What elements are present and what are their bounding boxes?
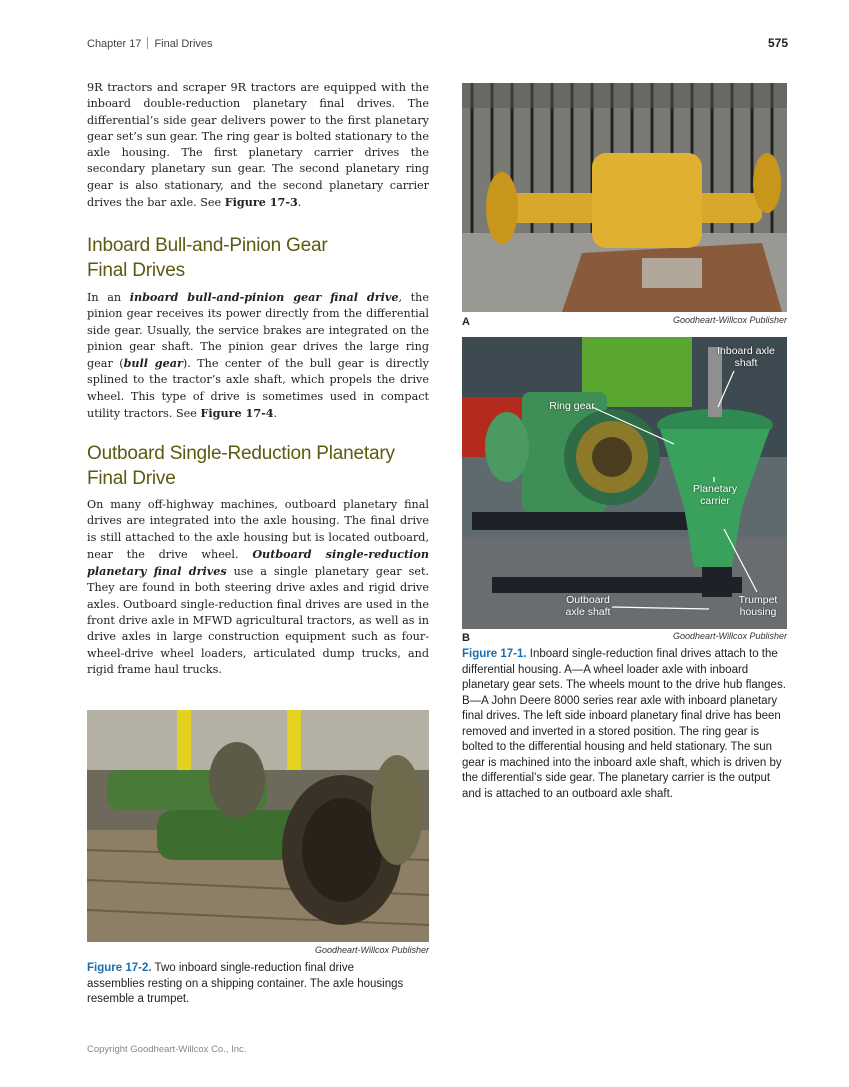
label-inboard-axle-shaft: Inboard axle shaft — [717, 345, 775, 369]
figure-17-2-photo — [87, 710, 429, 942]
body-text: use a single planetary gear set. They are found in both steering drive axles and rigid drive axles. Outboard single-reduction final drives are used in the front drive axle in MFWD agricultural tractors, as well as in drive axles in large construction equipment such as four-wheel-drive wheel loaders, articulated dump trucks, and rigid frame haul trucks. — [87, 565, 429, 676]
outboard-planetary-paragraph — [87, 497, 429, 678]
figure-17-2-credit: Goodheart-Willcox Publisher — [315, 945, 429, 955]
photo-letter-b: B — [462, 632, 470, 644]
section-label: Final Drives — [154, 38, 213, 50]
key-term: inboard bull-and-pinion gear final drive — [129, 290, 399, 304]
photo-letter-a: A — [462, 316, 470, 328]
chapter-breadcrumb — [87, 37, 213, 50]
intro-block — [87, 80, 429, 211]
copyright-footer: Copyright Goodheart-Willcox Co., Inc. — [87, 1044, 247, 1055]
figure-ref-17-3[interactable]: Figure 17-3 — [224, 195, 298, 210]
body-text: On many off-highway machines, outboard planetary final drives are integrated into the axle housing. The final drive is still attached to the axle housing but is located outboard, near the drive wheel. — [87, 498, 429, 561]
callout-line — [612, 607, 709, 609]
figure-17-2-caption — [87, 961, 407, 1008]
heading-line: Inboard Bull-and-Pinion Gear — [87, 235, 328, 256]
page-header — [87, 37, 788, 53]
callout-line — [724, 529, 757, 592]
header-divider — [147, 37, 148, 49]
label-planetary-carrier: Planetary carrier — [692, 483, 738, 507]
callout-line — [718, 371, 734, 407]
heading-line: Outboard Single-Reduction Planetary — [87, 443, 395, 464]
figure-17-1a-photo — [462, 83, 787, 312]
section-heading-outboard-planetary — [87, 441, 429, 491]
bull-pinion-paragraph — [87, 289, 429, 422]
caption-text: Two inboard single-reduction final drive assemblies resting on a shipping container. The axle housings resemble a trumpet. — [87, 962, 404, 1005]
intro-paragraph — [87, 80, 429, 211]
figure-17-1-caption — [462, 647, 792, 802]
heading-line: Final Drives — [87, 260, 185, 281]
photo-b-credit: Goodheart-Willcox Publisher — [673, 631, 787, 641]
figure-17-1b-photo — [462, 337, 787, 629]
body-text: . — [273, 407, 278, 421]
key-term: bull gear — [123, 356, 183, 371]
caption-text: Inboard single-reduction final drives attach to the differential housing. A—A wheel loader axle with inboard planetary gear sets. The wheels mount to the drive hub flanges. B—A John Deere 8000 series rear axle with inboard planetary final drives. The left side inboard planetary final drive has been removed and inverted in a stored position. The ring gear is bolted to the differential housing and held stationary. The sun gear is machined into the inboard axle shaft, which is driven by the differential’s side gear. The planetary carrier is the output and is attached to an outboard axle shaft. — [462, 648, 786, 800]
intro-end: . — [297, 196, 302, 210]
page-number: 575 — [767, 36, 788, 50]
figure-label: Figure 17-1. — [462, 648, 527, 660]
figure-ref-17-4[interactable]: Figure 17-4 — [200, 406, 274, 421]
label-trumpet-housing: Trumpet housing — [738, 594, 778, 618]
chapter-label: Chapter 17 — [87, 38, 142, 50]
intro-text: 9R tractors and scraper 9R tractors are equipped with the inboard double-reduction planetary final drives. The differential’s side gear delivers power to the first planetary gear set’s sun gear. The ring gear is bolted stationary to the axle housing. The first planetary carrier drives the secondary planetary sun gear. The second planetary ring gear is also stationary, and the second planetary carrier drives the bar axle. See — [87, 81, 429, 210]
heading-line: Final Drive — [87, 468, 176, 489]
figure-label: Figure 17-2. — [87, 962, 152, 974]
label-outboard-axle-shaft: Outboard axle shaft — [565, 594, 611, 618]
body-text: , the pinion gear receives its power directly from the differential side gear. Usually, the service brakes are integrated on the pinion gear shaft. The pinion gear drives the large ring gear ( — [87, 291, 429, 371]
key-term: Outboard single-reduction planetary final drives — [87, 546, 429, 579]
body-text: ). The center of the bull gear is directly splined to the tractor’s axle shaft, which propels the drive wheel. This type of drive is sometimes used in compact utility tractors. See — [87, 357, 429, 421]
body-text: In an — [87, 291, 130, 304]
section-heading-bull-pinion — [87, 233, 429, 283]
label-ring-gear: Ring gear — [549, 400, 595, 412]
callout-line — [592, 407, 674, 444]
photo-a-credit: Goodheart-Willcox Publisher — [673, 315, 787, 325]
